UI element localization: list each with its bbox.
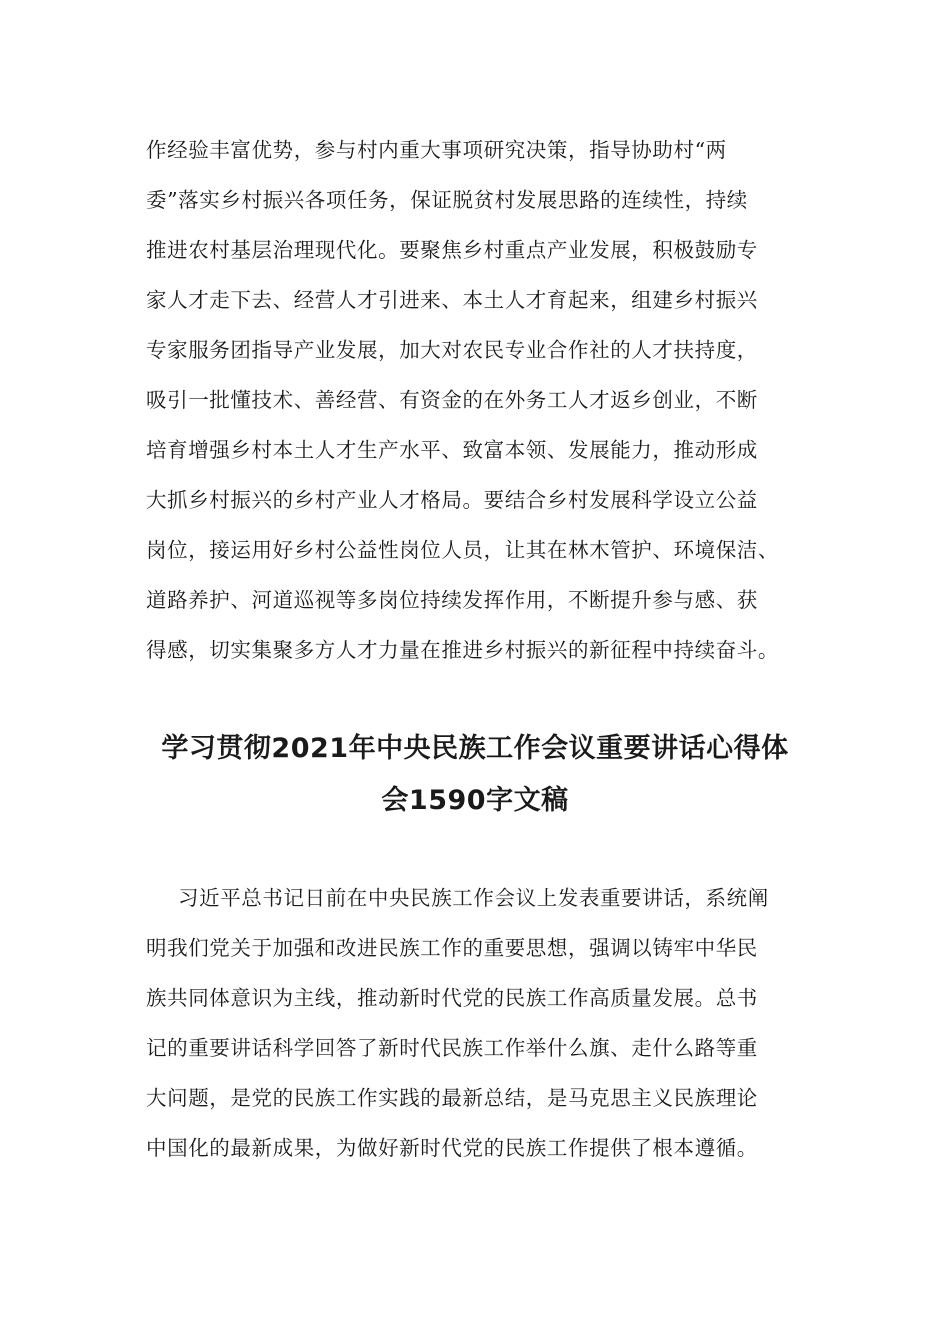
paragraph1-line: 道路养护、河道巡视等多岗位持续发挥作用，不断提升参与感、获	[146, 588, 758, 612]
paragraph1-line: 委”落实乡村振兴各项任务，保证脱贫村发展思路的连续性，持续	[146, 188, 748, 212]
paragraph1-line: 得感，切实集聚多方人才力量在推进乡村振兴的新征程中持续奋斗。	[146, 638, 779, 662]
article-title-line1: 学习贯彻2021年中央民族工作会议重要讲话心得体	[161, 733, 789, 764]
paragraph1-line: 吸引一批懂技术、善经营、有资金的在外务工人才返乡创业，不断	[146, 388, 758, 412]
paragraph1-line: 培育增强乡村本土人才生产水平、致富本领、发展能力，推动形成	[146, 438, 758, 462]
paragraph1-line: 推进农村基层治理现代化。要聚焦乡村重点产业发展，积极鼓励专	[146, 238, 758, 262]
paragraph1-line: 家人才走下去、经营人才引进来、本土人才育起来，组建乡村振兴	[146, 288, 758, 312]
paragraph1-line: 大抓乡村振兴的乡村产业人才格局。要结合乡村发展科学设立公益	[146, 488, 758, 512]
paragraph2-line: 族共同体意识为主线，推动新时代党的民族工作高质量发展。总书	[146, 986, 758, 1010]
paragraph2-line: 中国化的最新成果，为做好新时代党的民族工作提供了根本遵循。	[146, 1136, 758, 1160]
paragraph1-line: 作经验丰富优势，参与村内重大事项研究决策，指导协助村“两	[146, 138, 727, 162]
paragraph2-line: 记的重要讲话科学回答了新时代民族工作举什么旗、走什么路等重	[146, 1036, 758, 1060]
article-title-line2: 会1590字文稿	[381, 785, 569, 816]
paragraph1-line: 岗位，接运用好乡村公益性岗位人员，让其在林木管护、环境保洁、	[146, 538, 779, 562]
paragraph2-line: 明我们党关于加强和改进民族工作的重要思想，强调以铸牢中华民	[146, 936, 758, 960]
paragraph2-line: 大问题，是党的民族工作实践的最新总结，是马克思主义民族理论	[146, 1086, 758, 1110]
paragraph2-line: 习近平总书记日前在中央民族工作会议上发表重要讲话，系统阐	[178, 886, 769, 910]
paragraph1-line: 专家服务团指导产业发展，加大对农民专业合作社的人才扶持度，	[146, 338, 758, 362]
